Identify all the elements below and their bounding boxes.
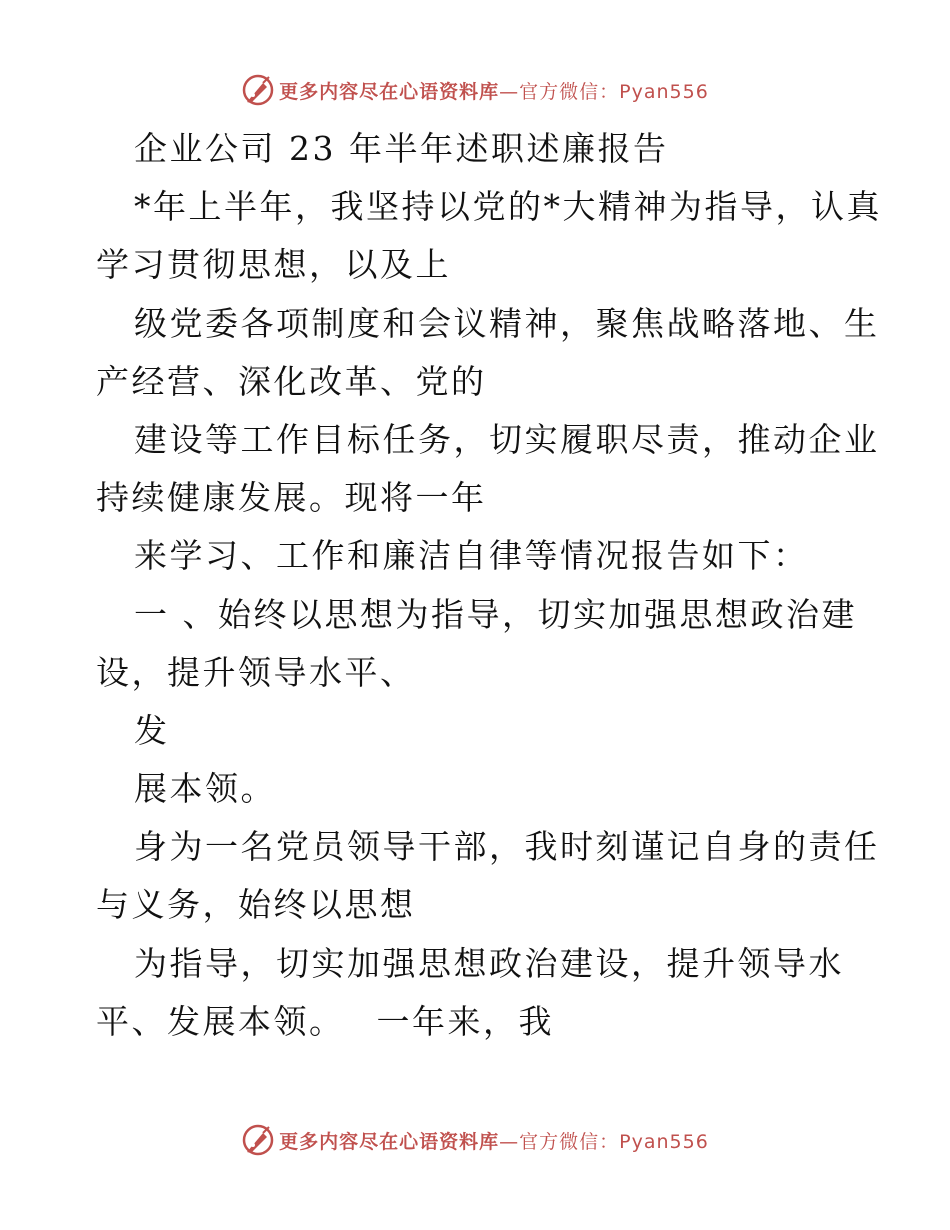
quill-pen-icon [241,1123,275,1157]
document-title: 企业公司 23 年半年述职述廉报告 [134,129,669,168]
body-text-line: 设，提升领导水平、 [96,652,416,692]
body-text-line: 级党委各项制度和会议精神，聚焦战略落地、生 [134,303,880,343]
watermark-text-main: 更多内容尽在心语资料库 [279,80,500,103]
body-text-line: 学习贯彻思想，以及上 [96,245,451,285]
body-text-line: 为指导，切实加强思想政治建设，提升领导水 [134,943,844,983]
watermark-text-contact: —官方微信：Pyan556 [499,1130,709,1153]
body-text-line: 身为一名党员领导干部，我时刻谨记自身的责任 [134,827,880,867]
watermark-text-main: 更多内容尽在心语资料库 [279,1130,500,1153]
watermark-banner-bottom [0,1120,950,1160]
body-text-line: 来学习、工作和廉洁自律等情况报告如下： [134,536,809,576]
body-text-line: *年上半年，我坚持以党的*大精神为指导，认真 [134,187,882,227]
document-body [96,120,882,1051]
body-text-line: 展本领。 [134,769,276,809]
quill-pen-icon [241,73,275,107]
body-text-line: 产经营、深化改革、党的 [96,361,487,401]
watermark-text [279,77,709,104]
watermark-banner-top [0,70,950,110]
body-text-line: 发 [134,710,170,750]
watermark-text-contact: —官方微信：Pyan556 [499,80,709,103]
body-text-line: 与义务，始终以思想 [96,885,416,925]
watermark-text [279,1127,709,1154]
body-text-line: 一 、始终以思想为指导，切实加强思想政治建 [134,594,857,634]
body-text-line: 持续健康发展。现将一年 [96,478,487,518]
body-text-line: 平、发展本领。 一年来，我 [96,1001,554,1041]
body-text-line: 建设等工作目标任务，切实履职尽责，推动企业 [134,419,880,459]
